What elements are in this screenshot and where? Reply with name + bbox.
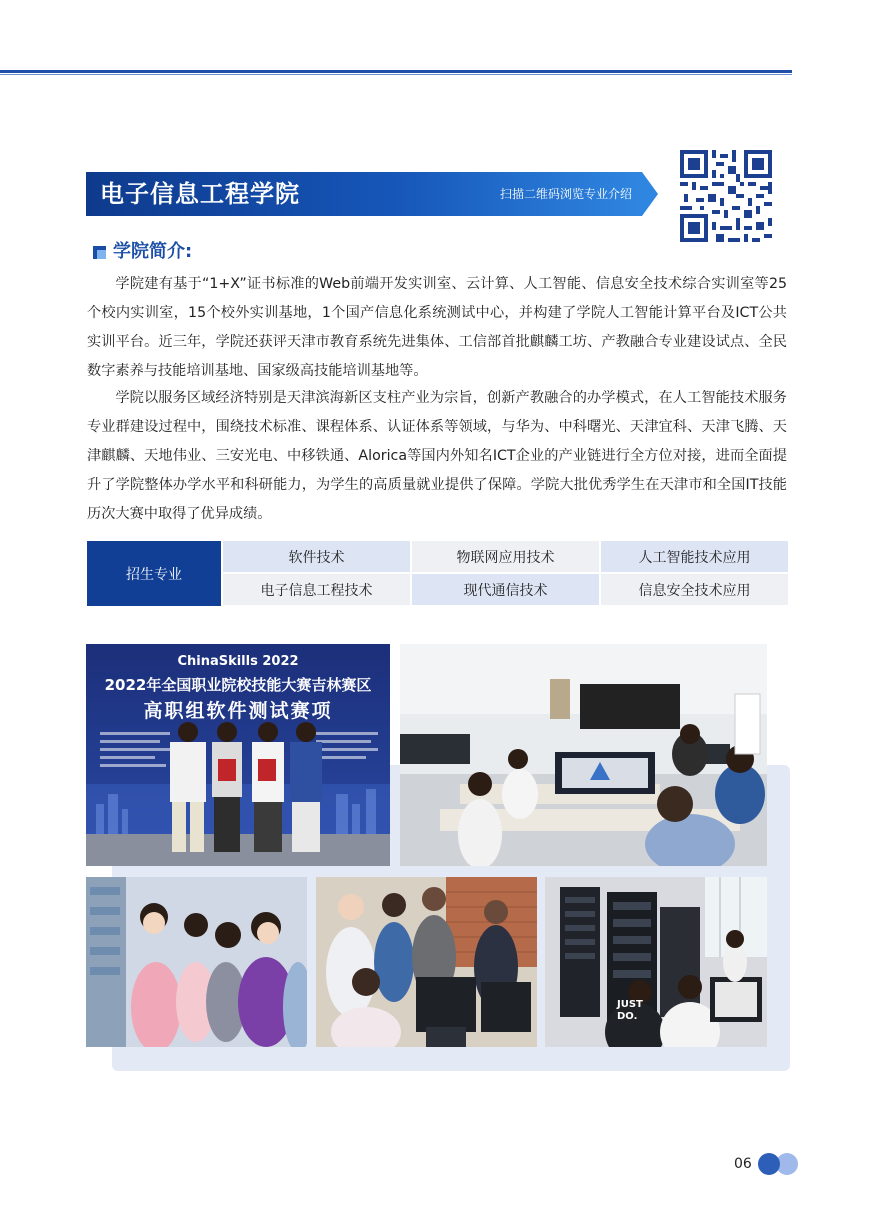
- page-dot-dark: [758, 1153, 780, 1175]
- majors-table: [87, 541, 788, 607]
- photo-computer-lab: [400, 644, 767, 866]
- photo-hardware-lab: [316, 877, 537, 1047]
- intro-paragraph-1: 学院建有基于“1+X”证书标准的Web前端开发实训室、云计算、人工智能、信息安全技术综合实训室等25个校内实训室，15个校外实训基地，1个国产信息化系统测试中心，并构建了学院人工智能计算平台及ICT公共实训平台。近三年，学院还获评天津市教育系统先进集体、工信部首批麒麟工坊、产教融合专业建设试点、全民数字素养与技能培训基地、国家级高技能培训基地等。: [87, 276, 787, 379]
- major-cell: 信息安全技术应用: [601, 574, 788, 605]
- section-heading: 学院简介:: [113, 241, 193, 262]
- header-rule-thin: [0, 74, 792, 75]
- qr-hint: 扫描二维码浏览专业介绍: [500, 187, 633, 201]
- header-rule: [0, 70, 792, 73]
- major-cell: 软件技术: [223, 541, 410, 572]
- intro-paragraph-2: 学院以服务区域经济特别是天津滨海新区支柱产业为宗旨，创新产教融合的办学模式，在人工智能技术服务专业群建设过程中，围绕技术标准、课程体系、认证体系等领域，与华为、中科曙光、天津宜科、天津飞腾、天津麒麟、天地伟业、三安光电、中移铁通、Alorica等国内外知名ICT企业的产业链进行全方位对接，进而全面提升了学院整体办学水平和科研能力，为学生的高质量就业提供了保障。学院大批优秀学生在天津市和全国IT技能历次大赛中取得了优异成绩。: [87, 390, 787, 522]
- major-cell: 人工智能技术应用: [601, 541, 788, 572]
- qr-code-icon[interactable]: [680, 150, 772, 242]
- photo-server-room: [545, 877, 767, 1047]
- competition-event: 高职组软件测试赛项: [143, 700, 333, 722]
- photo-teaching: [86, 877, 307, 1047]
- major-cell: 电子信息工程技术: [223, 574, 410, 605]
- banner-arrow-icon: [642, 172, 658, 216]
- majors-label: 招生专业: [87, 541, 221, 606]
- competition-title: 2022年全国职业院校技能大赛吉林赛区: [104, 676, 372, 694]
- page-number: 06: [734, 1156, 752, 1172]
- page-title: 电子信息工程学院: [100, 179, 300, 208]
- competition-logo: ChinaSkills 2022: [177, 654, 299, 669]
- major-cell: 现代通信技术: [412, 574, 599, 605]
- shirt-print: JUST DO.: [617, 999, 643, 1022]
- section-bullet-accent: [97, 250, 106, 259]
- major-cell: 物联网应用技术: [412, 541, 599, 572]
- photo-competition: [86, 644, 390, 866]
